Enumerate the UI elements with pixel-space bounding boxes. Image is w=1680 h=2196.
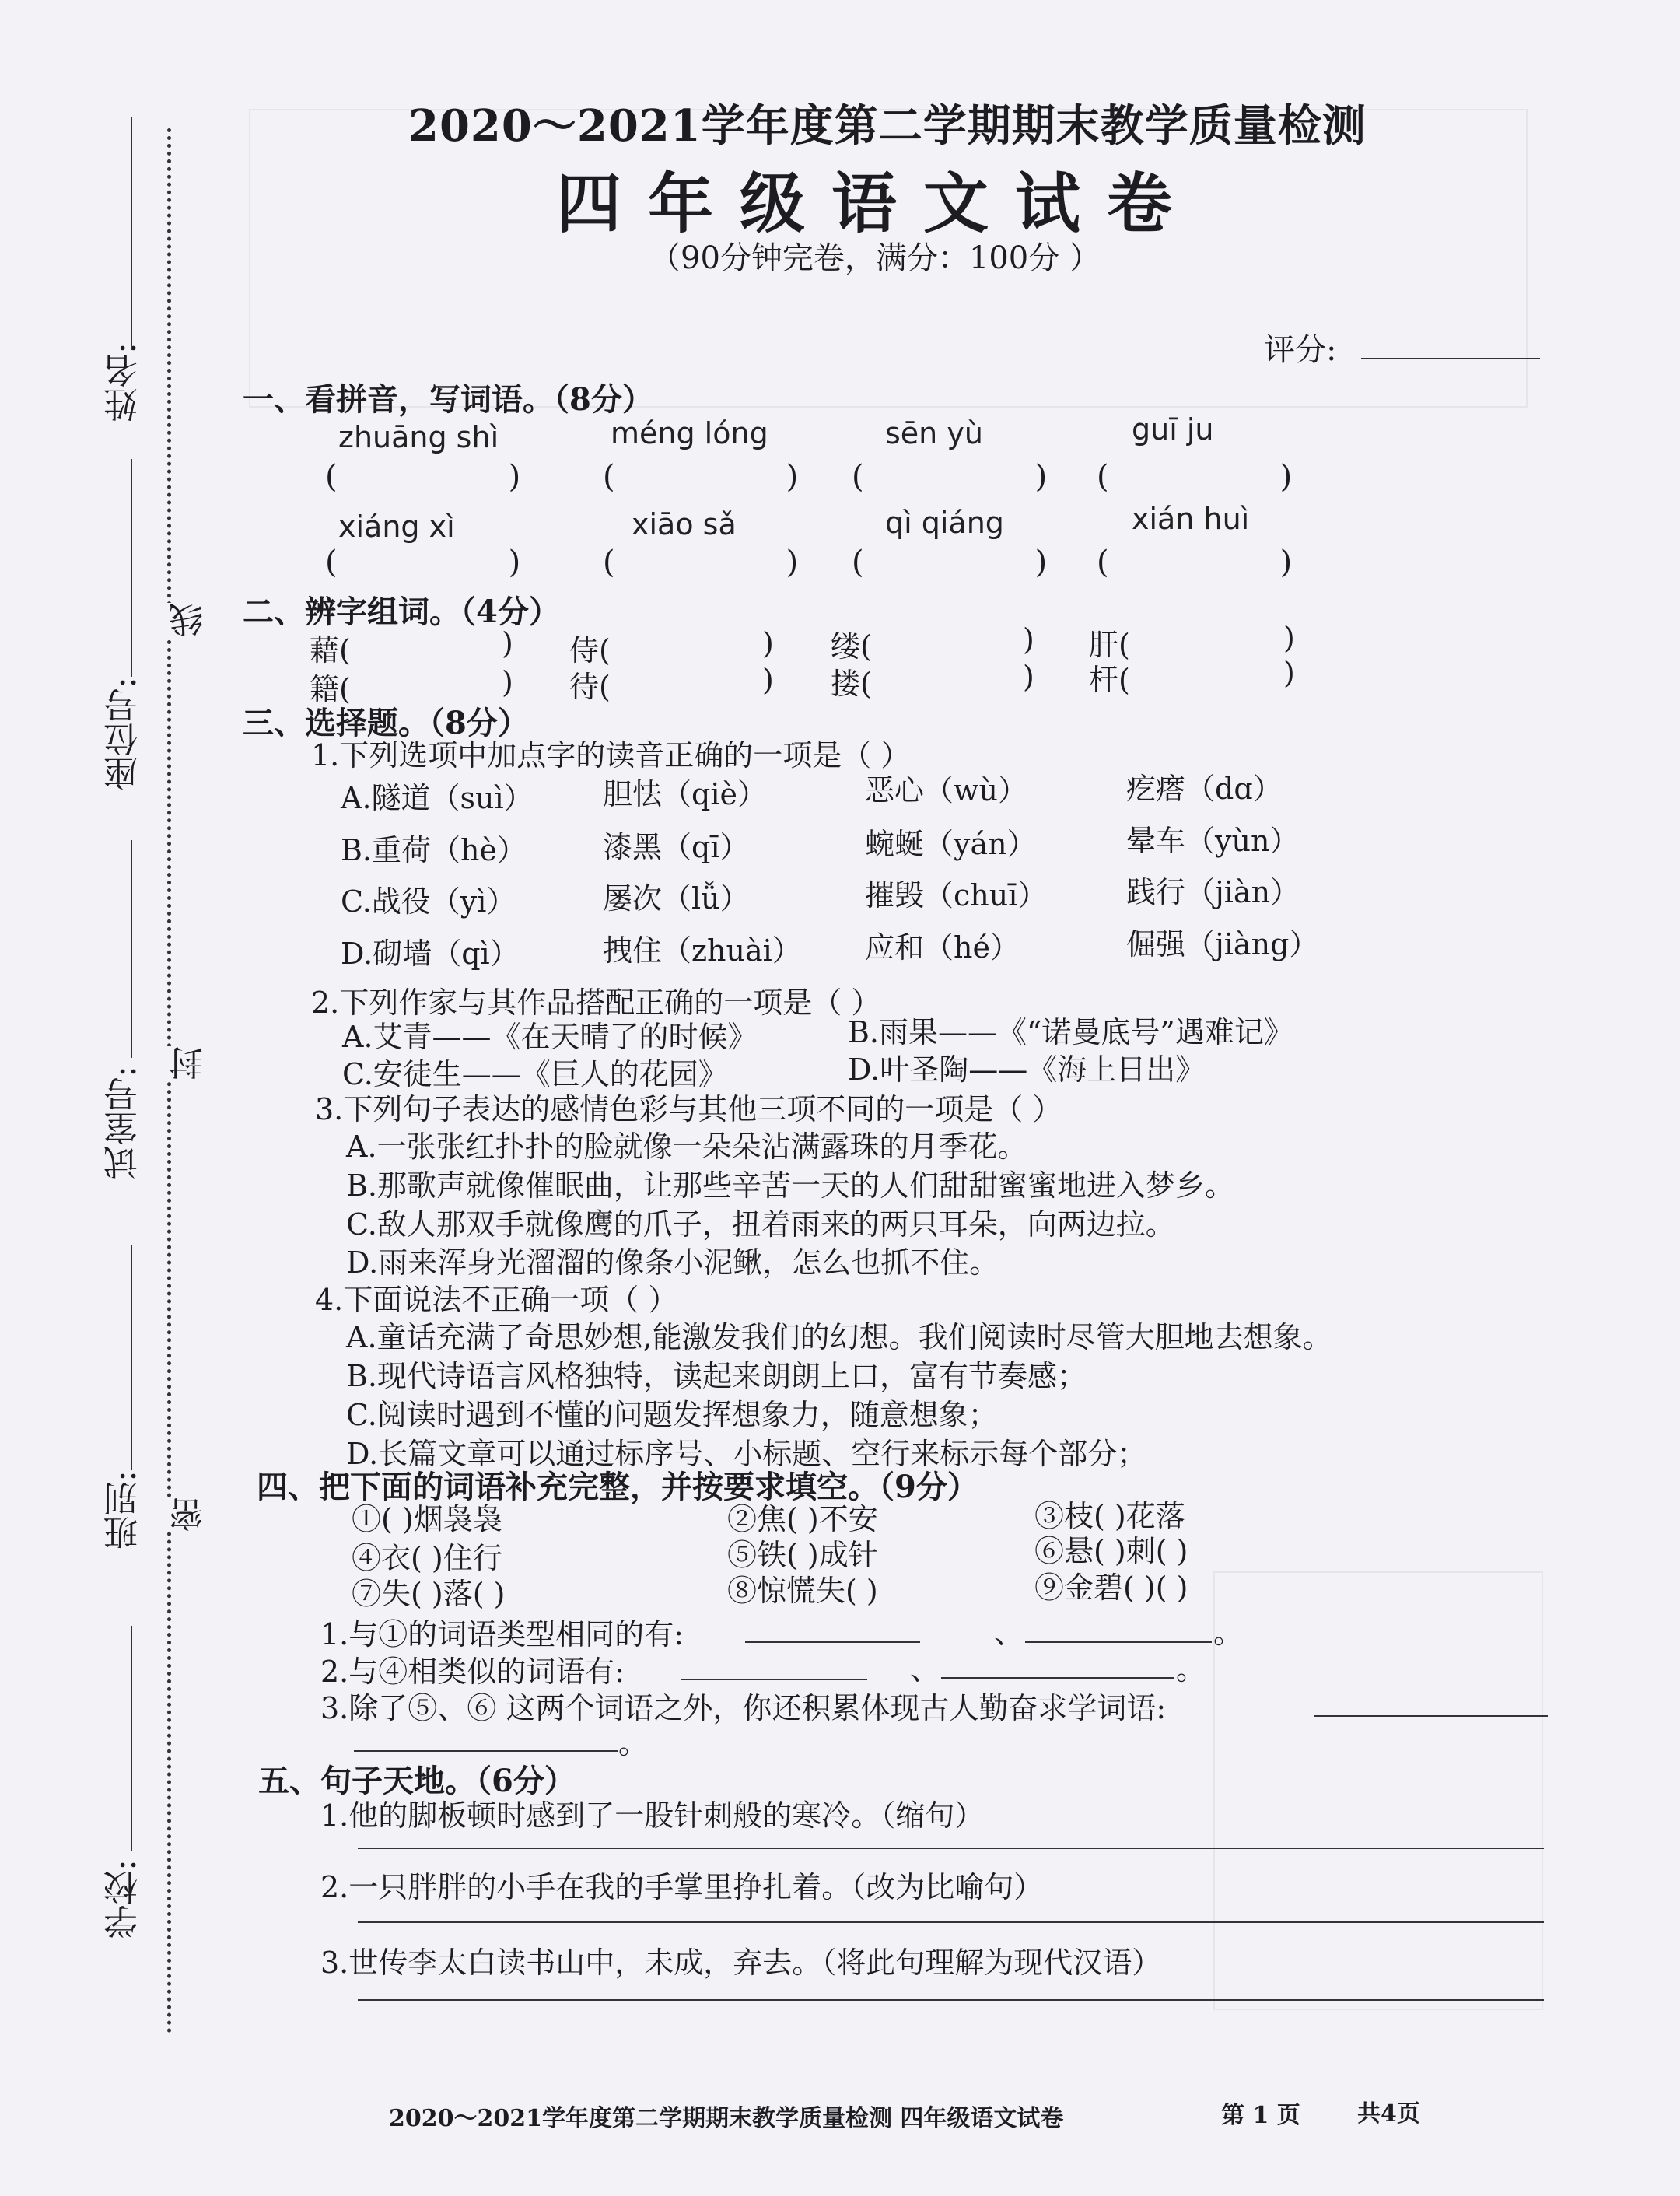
blank-4[interactable]: ( ) bbox=[1097, 459, 1293, 495]
q5-2: 2.一只胖胖的小手在我的手掌里挣扎着。（改为比喻句） bbox=[320, 1870, 1044, 1904]
pinyin-1: zhuāng shì bbox=[338, 420, 499, 454]
q3-2-c: C.安徒生——《巨人的花园》 bbox=[342, 1057, 728, 1091]
score-line bbox=[1361, 358, 1540, 359]
exam-title: 2020～2021学年度第二学期期末教学质量检测 bbox=[408, 100, 1367, 152]
q3-1-d3: 应和（hé） bbox=[865, 930, 1020, 965]
q5-1-answer-line[interactable] bbox=[358, 1848, 1544, 1849]
q3-3: 3.下列句子表达的感情色彩与其他三项不同的一项是（ ） bbox=[315, 1092, 1062, 1126]
q3-1-a2: 胆怯（qiè） bbox=[603, 777, 767, 811]
score-label: 评分: bbox=[1264, 332, 1337, 368]
q4-1-end: 。 bbox=[1213, 1616, 1244, 1650]
margin-seat-label: 座位号: bbox=[104, 677, 144, 791]
q3-4-b: B.现代诗语言风格独特，读起来朗朗上口，富有节奏感； bbox=[346, 1359, 1087, 1393]
q5-3: 3.世传李太白读书山中，未成，弃去。（将此句理解为现代汉语） bbox=[320, 1946, 1162, 1980]
blank-6[interactable]: ( ) bbox=[603, 545, 799, 580]
q3-1-c1: C.战役（yì） bbox=[341, 884, 516, 919]
idiom-6: ⑥悬( )刺( ) bbox=[1034, 1534, 1188, 1568]
q3-2-d: D.叶圣陶——《海上日出》 bbox=[848, 1052, 1206, 1087]
char-5-close: ) bbox=[502, 665, 513, 699]
q4-2-text: 2.与④相类似的词语有: bbox=[320, 1655, 625, 1689]
q4-2-blank-a[interactable] bbox=[681, 1679, 867, 1680]
char-1-close: ) bbox=[502, 626, 513, 660]
idiom-9: ⑨金碧( )( ) bbox=[1034, 1571, 1188, 1605]
char-3: 缕( bbox=[831, 629, 872, 664]
q4-2-blank-b[interactable] bbox=[941, 1677, 1174, 1679]
char-4: 肝( bbox=[1089, 628, 1130, 662]
q3-3-a: A.一张张红扑扑的脸就像一朵朵沾满露珠的月季花。 bbox=[346, 1130, 1027, 1164]
q3-1-c2: 屡次（lǚ） bbox=[603, 881, 750, 916]
q4-1-blank-a[interactable] bbox=[745, 1641, 920, 1643]
q3-1-a3: 恶心（wù） bbox=[865, 773, 1028, 807]
q5-3-answer-line[interactable] bbox=[358, 1999, 1544, 2001]
idiom-8: ⑧惊慌失( ) bbox=[727, 1574, 878, 1608]
q4-1-sep: 、 bbox=[994, 1616, 1024, 1650]
name-line bbox=[131, 117, 132, 350]
footer-page: 第 1 页 bbox=[1221, 2102, 1300, 2129]
section1-title: 一、看拼音，写词语。（8分） bbox=[243, 381, 653, 418]
blank-5[interactable]: ( ) bbox=[325, 545, 521, 580]
q3-4-d: D.长篇文章可以通过标序号、小标题、空行来标示每个部分； bbox=[346, 1437, 1147, 1471]
footer-text: 2020～2021学年度第二学期期末教学质量检测 四年级语文试卷 bbox=[389, 2105, 1064, 2132]
exam-subject: 四年级语文试卷 bbox=[556, 165, 1199, 242]
margin-room-label: 试室号: bbox=[104, 1066, 144, 1180]
blank-8[interactable]: ( ) bbox=[1097, 545, 1293, 580]
q3-1-d1: D.砌墙（qì） bbox=[341, 937, 520, 971]
q3-3-b: B.那歌声就像催眠曲，让那些辛苦一天的人们甜甜蜜蜜地进入梦乡。 bbox=[346, 1168, 1235, 1203]
margin-school-label: 学校: bbox=[104, 1859, 144, 1939]
q4-3-end: 。 bbox=[618, 1726, 649, 1760]
margin-xian: 线 bbox=[165, 603, 215, 637]
margin-mi: 密 bbox=[165, 1497, 215, 1532]
q5-2-answer-line[interactable] bbox=[358, 1921, 1544, 1923]
blank-2[interactable]: ( ) bbox=[603, 459, 799, 495]
char-8-close: ) bbox=[1283, 656, 1295, 690]
pinyin-4: guī ju bbox=[1132, 412, 1214, 447]
q3-4-a: A.童话充满了奇思妙想,能激发我们的幻想。我们阅读时尽管大胆地去想象。 bbox=[346, 1320, 1332, 1354]
q3-4: 4.下面说法不正确一项（ ） bbox=[315, 1283, 678, 1317]
idiom-1: ①( )烟袅袅 bbox=[352, 1502, 502, 1536]
q4-3-blank-a[interactable] bbox=[1314, 1715, 1548, 1717]
section2-title: 二、辨字组词。（4分） bbox=[243, 594, 560, 630]
char-6-close: ) bbox=[762, 663, 774, 697]
idiom-5: ⑤铁( )成针 bbox=[727, 1538, 878, 1572]
char-2-close: ) bbox=[762, 626, 774, 660]
q3-1-b4: 晕车（yùn） bbox=[1126, 824, 1300, 858]
q3-1-b3: 蜿蜒（yán） bbox=[865, 827, 1037, 861]
q3-2-b: B.雨果——《“诺曼底号”遇难记》 bbox=[848, 1015, 1293, 1049]
char-8: 杆( bbox=[1089, 663, 1130, 697]
char-2: 侍( bbox=[569, 633, 611, 667]
idiom-7: ⑦失( )落( ) bbox=[352, 1577, 506, 1611]
idiom-2: ②焦( )不安 bbox=[727, 1502, 878, 1536]
q3-1-d2: 拽住（zhuài） bbox=[603, 933, 802, 968]
pinyin-7: qì qiáng bbox=[885, 506, 1004, 540]
q3-1-a1: A.隧道（suì） bbox=[341, 781, 534, 815]
q4-3-text: 3.除了⑤、⑥ 这两个词语之外，你还积累体现古人勤奋求学词语: bbox=[320, 1691, 1167, 1725]
q4-1-text: 1.与①的词语类型相同的有: bbox=[320, 1617, 684, 1651]
q3-1-c3: 摧毁（chuī） bbox=[865, 878, 1048, 912]
char-3-close: ) bbox=[1023, 622, 1034, 657]
q4-2-sep: 、 bbox=[910, 1652, 940, 1686]
q4-1-blank-b[interactable] bbox=[1025, 1641, 1212, 1643]
pinyin-8: xián huì bbox=[1132, 502, 1250, 536]
section3-title: 三、选择题。（8分） bbox=[243, 705, 529, 741]
q3-2: 2.下列作家与其作品搭配正确的一项是（ ） bbox=[311, 986, 881, 1020]
char-4-close: ) bbox=[1283, 621, 1295, 655]
q3-1-b1: B.重荷（hè） bbox=[341, 833, 527, 867]
pinyin-3: sēn yù bbox=[885, 416, 983, 450]
q3-2-a: A.艾青——《在天晴了的时候》 bbox=[342, 1020, 758, 1054]
blank-7[interactable]: ( ) bbox=[852, 545, 1048, 580]
school-line bbox=[131, 1626, 132, 1851]
q3-1-a4: 疙瘩（dɑ） bbox=[1126, 772, 1283, 806]
q3-1-c4: 践行（jiàn） bbox=[1126, 875, 1300, 909]
class-line bbox=[131, 1245, 132, 1470]
q3-3-d: D.雨来浑身光溜溜的像条小泥鳅，怎么也抓不住。 bbox=[346, 1245, 999, 1280]
blank-1[interactable]: ( ) bbox=[325, 459, 521, 495]
q3-1-d4: 倔强（jiàng） bbox=[1126, 927, 1319, 961]
exam-note: （90分钟完卷，满分：100分 ） bbox=[649, 240, 1101, 276]
idiom-3: ③枝( )花落 bbox=[1034, 1499, 1185, 1533]
pinyin-2: méng lóng bbox=[611, 416, 768, 450]
margin-feng: 封 bbox=[165, 1046, 215, 1080]
char-5: 籍( bbox=[310, 672, 351, 706]
q4-3-blank-b[interactable] bbox=[354, 1750, 618, 1752]
pinyin-6: xiāo sǎ bbox=[632, 507, 737, 541]
pinyin-5: xiáng xì bbox=[338, 510, 455, 544]
q3-4-c: C.阅读时遇到不懂的问题发挥想象力，随意想象； bbox=[346, 1398, 998, 1432]
margin-name-label: 姓名: bbox=[104, 342, 144, 422]
char-1: 藉( bbox=[310, 633, 351, 667]
char-6: 待( bbox=[569, 670, 611, 704]
q5-1: 1.他的脚板顿时感到了一股针刺般的寒冷。（缩句） bbox=[320, 1798, 985, 1833]
room-line bbox=[131, 840, 132, 1058]
footer-total: 共4页 bbox=[1357, 2100, 1420, 2128]
q4-2-end: 。 bbox=[1176, 1652, 1206, 1686]
char-7-close: ) bbox=[1023, 660, 1034, 694]
seat-line bbox=[131, 459, 132, 677]
q3-1-b2: 漆黑（qī） bbox=[603, 830, 750, 864]
idiom-4: ④衣( )住行 bbox=[352, 1541, 502, 1575]
section4-title: 四、把下面的词语补充完整，并按要求填空。（9分） bbox=[257, 1469, 978, 1505]
char-7: 搂( bbox=[831, 667, 872, 701]
section5-title: 五、句子天地。（6分） bbox=[258, 1763, 576, 1799]
binding-dashed-line bbox=[167, 128, 171, 2034]
blank-3[interactable]: ( ) bbox=[852, 459, 1048, 495]
margin-class-label: 班别: bbox=[104, 1470, 144, 1550]
q3-1: 1.下列选项中加点字的读音正确的一项是（ ） bbox=[311, 738, 911, 772]
q3-3-c: C.敌人那双手就像鹰的爪子，扭着雨来的两只耳朵，向两边拉。 bbox=[346, 1207, 1175, 1242]
